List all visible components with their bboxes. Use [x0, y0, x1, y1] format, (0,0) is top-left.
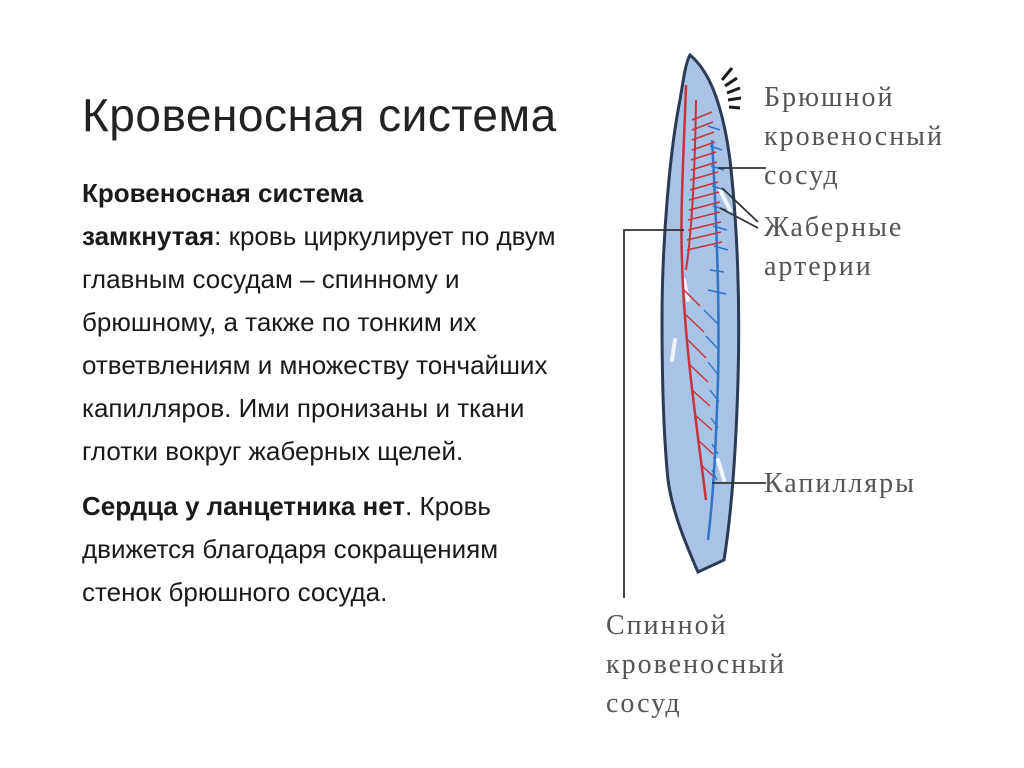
page-title: Кровеносная система [82, 89, 557, 141]
label-capillaries: Капилляры [764, 468, 916, 499]
body-text [82, 172, 582, 626]
lancelet-body [662, 55, 739, 572]
lancelet-circulation-diagram [600, 40, 1010, 740]
term-closed: замкнутая [82, 221, 215, 251]
oral-cirri [722, 68, 741, 108]
paragraph-circulation [82, 172, 582, 473]
paragraph-heart [82, 485, 582, 614]
paragraph-circulation-text: : кровь циркулирует по двум главным сосудам – спинному и брюшному, а также по тонким их ответвлениям и множеству тончайших капилляров. Ими пронизаны и ткани глотки вокруг жаберных щелей. [82, 221, 556, 466]
label-gill-arteries: Жаберные артерии [764, 212, 904, 282]
paragraph-heart-text: . Кровь движется благодаря сокращениям стенок брюшного сосуда. [82, 491, 499, 607]
label-ventral-vessel: Брюшной кровеносный сосуд [764, 82, 944, 191]
label-dorsal-vessel: Спинной кровеносный сосуд [606, 610, 786, 719]
term-circulatory-system: Кровеносная система [82, 178, 364, 208]
term-no-heart: Сердца у ланцетника нет [82, 491, 406, 521]
